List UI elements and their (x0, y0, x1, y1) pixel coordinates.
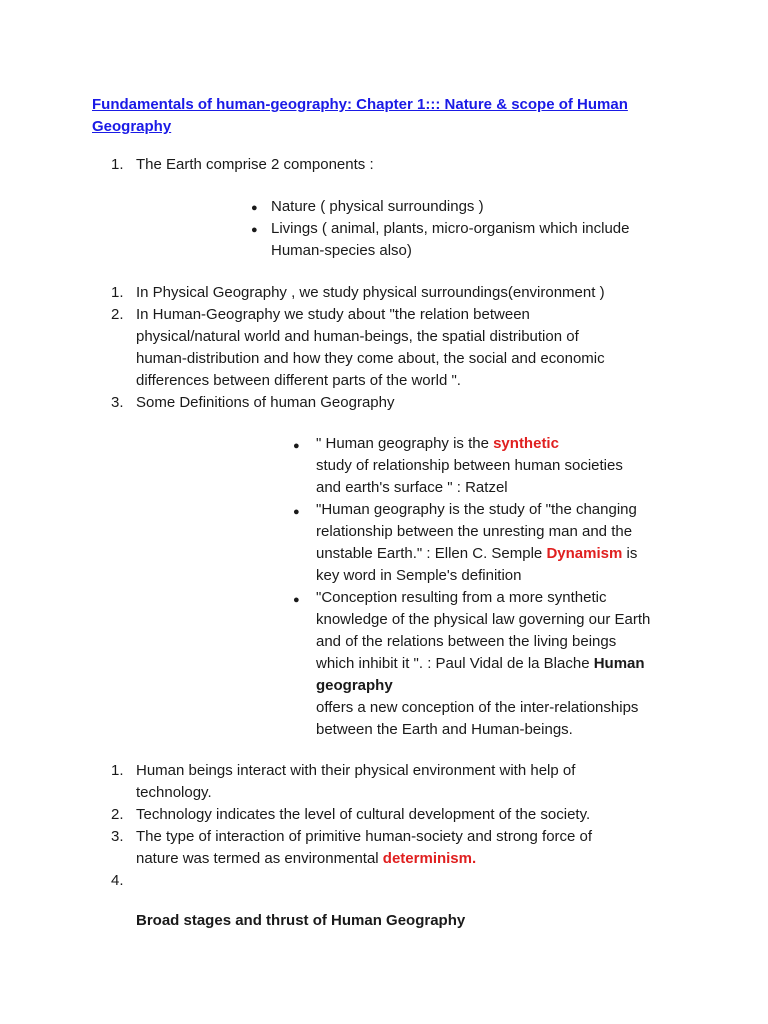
definition-text: between the Earth and Human-beings. (316, 721, 573, 738)
list-number: 3. (111, 394, 124, 411)
definition-text: and earth's surface " : Ratzel (316, 479, 508, 496)
highlight-synthetic: synthetic (493, 435, 559, 452)
list-item-text: Human beings interact with their physical environment with help of (136, 762, 576, 779)
definition-text: "Human geography is the study of "the changing (316, 501, 637, 518)
list-number: 1. (111, 762, 124, 779)
bold-geography: geography (316, 677, 393, 694)
bold-human: Human (593, 655, 645, 672)
bullet-text: Livings ( animal, plants, micro-organism which include (271, 220, 630, 237)
bullet-icon: ● (293, 440, 300, 452)
list-item-text: Technology indicates the level of cultural development of the society. (136, 806, 591, 823)
definition-line (316, 543, 637, 565)
definition-text: offers a new conception of the inter-relationships (316, 699, 639, 716)
list-number: 4. (111, 872, 124, 889)
bullet-icon: ● (251, 202, 258, 214)
definition-text: key word in Semple's definition (316, 567, 522, 584)
definition-text: and of the relations between the living beings (316, 633, 617, 650)
definition-text: " Human geography is the (316, 435, 494, 452)
list-item-text: In Physical Geography , we study physical surroundings(environment ) (136, 284, 605, 301)
list-number: 3. (111, 828, 124, 845)
document-title-link[interactable]: Fundamentals of human-geography: Chapter 1::: Nature & scope of Human Geography (92, 96, 628, 135)
list-number: 1. (111, 284, 124, 301)
list-item-text: The type of interaction of primitive human-society and strong force of (136, 828, 593, 845)
list-item-text: technology. (136, 784, 212, 801)
definition-text: knowledge of the physical law governing our Earth (316, 611, 651, 628)
list-number: 2. (111, 306, 124, 323)
list-item-text: differences between different parts of the world ". (136, 372, 461, 389)
list-item-text: Some Definitions of human Geography (136, 394, 395, 411)
bullet-icon: ● (251, 224, 258, 236)
definition-line (316, 433, 559, 455)
list-item-text: human-distribution and how they come about, the social and economic (136, 350, 605, 367)
section-heading: Broad stages and thrust of Human Geography (136, 912, 466, 929)
bullet-icon: ● (293, 506, 300, 518)
definition-text: is (622, 545, 638, 562)
definition-text: "Conception resulting from a more synthetic (316, 589, 607, 606)
list-item-text: In Human-Geography we study about "the relation between (136, 306, 530, 323)
highlight-dynamism: Dynamism (546, 545, 623, 562)
list-number: 2. (111, 806, 124, 823)
list-item-text: The Earth comprise 2 components : (136, 156, 374, 173)
definition-text: which inhibit it ". : Paul Vidal de la Blache (316, 655, 594, 672)
definition-line (316, 653, 645, 675)
bullet-icon: ● (293, 594, 300, 606)
bullet-text: Human-species also) (271, 242, 412, 259)
list-item-text: physical/natural world and human-beings, the spatial distribution of (136, 328, 579, 345)
definition-text: study of relationship between human societies (316, 457, 623, 474)
highlight-determinism: determinism. (382, 850, 477, 867)
list-item-text: nature was termed as environmental (136, 850, 383, 867)
definition-text: unstable Earth." : Ellen C. Semple (316, 545, 547, 562)
definition-text: relationship between the unresting man and the (316, 523, 633, 540)
list-number: 1. (111, 156, 124, 173)
list-item-line (136, 848, 666, 870)
bullet-text: Nature ( physical surroundings ) (271, 198, 484, 215)
